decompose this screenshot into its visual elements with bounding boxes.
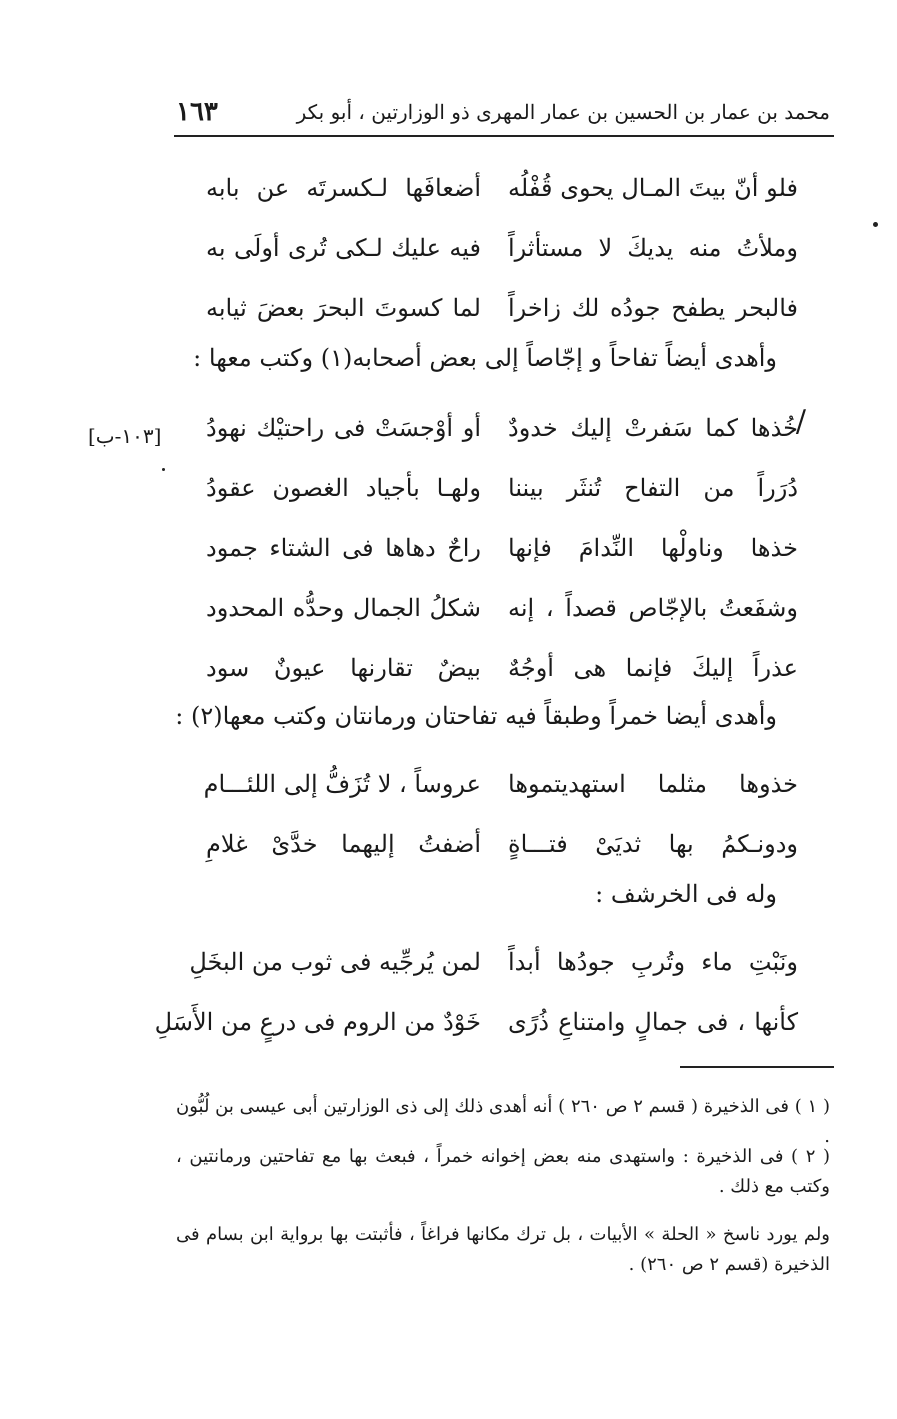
verse-second-hemistich: فيه عليك لـكى تُرى أولَى به (206, 234, 481, 262)
verse-first-hemistich: دُرَراً من التفاح تُنثَر بيننا (508, 474, 798, 502)
footnote-rule (680, 1066, 834, 1068)
verse-second-hemistich: راحٌ دهاها فى الشتاء جمود (206, 534, 481, 562)
verse-first-hemistich: فلو أنّ بيتَ المـال يحوى قُفْلُه (508, 174, 798, 202)
folio-break-mark: / (795, 404, 806, 439)
footnote: ( ٢ ) فى الذخيرة : واستهدى منه بعض إخوانه خمراً ، فبعث بها مع تفاحتين ورمانتين ، وكتب مع ذلك . (176, 1146, 830, 1197)
prose-line: وأهدى أيضا خمراً وطبقاً فيه تفاحتان ورمانتان وكتب معها(٢) : (175, 702, 777, 730)
verse-first-hemistich: ودونـكمُ بها ثديَىْ فتـــاةٍ (508, 830, 798, 858)
prose-line: وله فى الخرشف : (595, 880, 777, 908)
running-header (176, 92, 830, 132)
verse-first-hemistich: خذوها مثلما استهديتموها (508, 770, 798, 798)
header-title: محمد بن عمار بن الحسين بن عمار المهرى ذو الوزارتين ، أبو بكر (296, 100, 830, 124)
footnote: ( ١ ) فى الذخيرة ( قسم ٢ ص ٢٦٠ ) أنه أهدى ذلك إلى ذى الوزارتين أبى عيسى بن لُبُّون . (176, 1096, 830, 1147)
verse-second-hemistich: ولهـا بأجياد الغصون عقودُ (206, 474, 481, 502)
verse-first-hemistich: وملأتُ منه يديكَ لا مستأثراً (508, 234, 798, 262)
verse-line (189, 940, 798, 984)
verse-second-hemistich: شكلُ الجمال وحدُّه المحدود (206, 594, 481, 622)
verse-line (206, 526, 798, 570)
header-rule (174, 135, 834, 137)
manuscript-folio-ref: [١٠٣-ب] (88, 424, 162, 448)
verse-second-hemistich: لما كسوتَ البحرَ بعضَ ثيابه (206, 294, 481, 322)
prose-line: وأهدى أيضاً تفاحاً و إجّاصاً إلى بعض أصحابه(١) وكتب معها : (193, 344, 777, 372)
verse-line (206, 404, 806, 450)
page-number: ١٦٣ (176, 97, 218, 127)
footnote: ولم يورد ناسخ « الحلة » الأبيات ، بل ترك مكانها فراغاً ، فأثبتت بها برواية ابن بسام فى الذخيرة (قسم ٢ ص ٢٦٠) . (176, 1224, 830, 1275)
verse-line (206, 586, 798, 630)
verse-second-hemistich: أضعافَها لـكسرتَه عن بابه (206, 174, 481, 202)
verse-first-hemistich: فالبحر يطفح جودُه لك زاخراً (508, 294, 798, 322)
verse-second-hemistich: عروساً ، لا تُزَفُّ إلى اللئـــام (203, 770, 481, 798)
verse-line (206, 226, 798, 270)
verse-line (206, 466, 798, 510)
verse-line (203, 762, 798, 806)
verse-first-hemistich: وشفَعتُ بالإجّاص قصداً ، إنه (508, 594, 798, 622)
verse-second-hemistich: أو أوْجسَتْ فى راحتيْك نهودُ (206, 414, 481, 442)
verse-line (206, 646, 798, 690)
verse-first-hemistich: خذها وناولْها النِّدامَ فإنها (508, 534, 798, 562)
verse-second-hemistich: لمن يُرجِّيه فى ثوب من البخَلِ (189, 948, 481, 976)
verse-first-hemistich: عذراً إليكَ فإنما هى أوجُهٌ (508, 654, 798, 682)
speck-mark (873, 222, 878, 227)
verse-second-hemistich: أضفتُ إليهما خدَّىْ غلامِ (206, 830, 481, 858)
verse-second-hemistich: خَوْدٌ من الروم فى درعٍ من الأَسَلِ (154, 1008, 481, 1036)
verse-second-hemistich: بيضٌ تقارنها عيونٌ سود (206, 654, 481, 682)
verse-line (206, 286, 798, 330)
verse-first-hemistich: خُذها كما سَفرتْ إليك خدودٌ (508, 414, 798, 442)
verse-first-hemistich: كأنها ، فى جمالٍ وامتناعِ ذُرًى (508, 1008, 798, 1036)
speck-mark (162, 468, 165, 471)
verse-line (206, 822, 798, 866)
verse-line (206, 166, 798, 210)
verse-line (154, 1000, 798, 1044)
verse-first-hemistich: ونَبْتِ ماء وتُربِ جودُها أبداً (508, 948, 798, 976)
